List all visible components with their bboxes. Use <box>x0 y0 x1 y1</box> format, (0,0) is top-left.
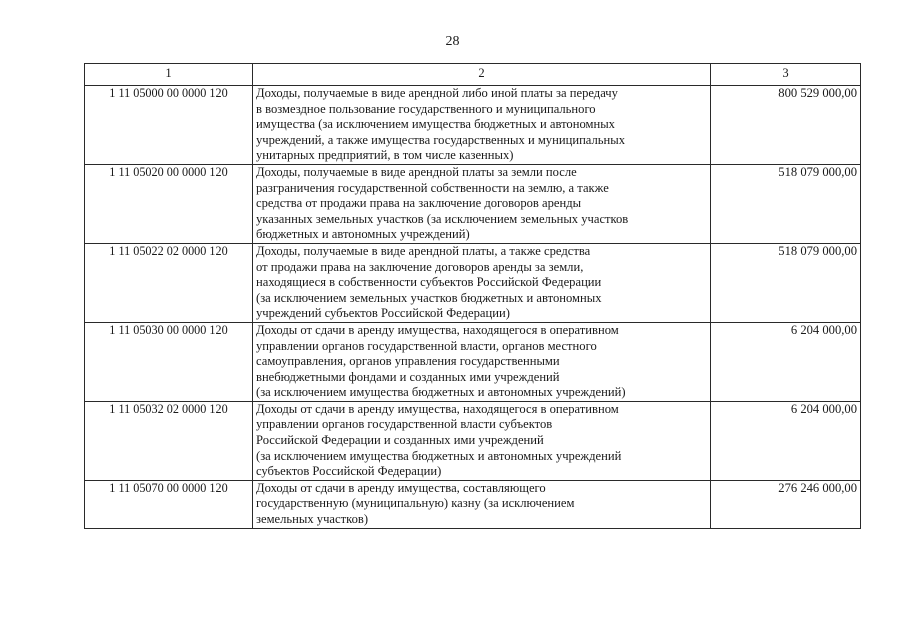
table-row <box>85 164 861 243</box>
table-row <box>85 480 861 528</box>
description-line: самоуправления, органов управления государственными <box>256 354 560 369</box>
description-line: учреждений, а также имущества государственных и муниципальных <box>256 132 626 147</box>
column-header-description: 2 <box>253 64 711 86</box>
description-line: земельных участков) <box>256 512 369 527</box>
description-line: учреждений субъектов Российской Федерации) <box>256 306 510 321</box>
description-line: Доходы от сдачи в аренду имущества, составляющего <box>256 480 546 495</box>
classification-code: 1 11 05022 02 0000 120 <box>85 243 253 322</box>
description-line: в возмездное пользование государственного и муниципального <box>256 101 596 116</box>
description-line: Доходы, получаемые в виде арендной платы за земли после <box>256 164 577 179</box>
description-line: управлении органов государственной власти, органов местного <box>256 338 597 353</box>
description-line: внебюджетными фондами и созданных ими учреждений <box>256 369 560 384</box>
amount-value: 800 529 000,00 <box>711 86 861 165</box>
description-line: Доходы от сдачи в аренду имущества, находящегося в оперативном <box>256 322 619 337</box>
classification-code: 1 11 05032 02 0000 120 <box>85 401 253 480</box>
description-line: имущества (за исключением имущества бюджетных и автономных <box>256 117 615 132</box>
revenue-description <box>253 322 711 401</box>
classification-code: 1 11 05070 00 0000 120 <box>85 480 253 528</box>
amount-value: 6 204 000,00 <box>711 322 861 401</box>
classification-code: 1 11 05000 00 0000 120 <box>85 86 253 165</box>
description-line: Доходы от сдачи в аренду имущества, находящегося в оперативном <box>256 401 619 416</box>
description-line: разграничения государственной собственности на землю, а также <box>256 180 609 195</box>
table-row <box>85 243 861 322</box>
revenue-description <box>253 86 711 165</box>
column-header-code: 1 <box>85 64 253 86</box>
amount-value: 518 079 000,00 <box>711 164 861 243</box>
description-line: находящиеся в собственности субъектов Российской Федерации <box>256 275 602 290</box>
description-line: от продажи права на заключение договоров аренды за земли, <box>256 259 584 274</box>
description-line: (за исключением имущества бюджетных и автономных учреждений) <box>256 385 626 400</box>
table-row <box>85 401 861 480</box>
amount-value: 6 204 000,00 <box>711 401 861 480</box>
table-row <box>85 322 861 401</box>
amount-value: 518 079 000,00 <box>711 243 861 322</box>
revenue-description <box>253 401 711 480</box>
description-line: Доходы, получаемые в виде арендной платы, а также средства <box>256 243 591 258</box>
description-line: (за исключением имущества бюджетных и автономных учреждений <box>256 448 622 463</box>
revenue-description <box>253 243 711 322</box>
description-line: указанных земельных участков (за исключением земельных участков <box>256 211 629 226</box>
description-line: (за исключением земельных участков бюджетных и автономных <box>256 290 602 305</box>
revenue-table <box>84 63 861 529</box>
classification-code: 1 11 05020 00 0000 120 <box>85 164 253 243</box>
amount-value: 276 246 000,00 <box>711 480 861 528</box>
description-line: Российской Федерации и созданных ими учреждений <box>256 433 544 448</box>
description-line: управлении органов государственной власти субъектов <box>256 417 553 432</box>
revenue-description <box>253 164 711 243</box>
table-header-row <box>85 64 861 86</box>
revenue-description <box>253 480 711 528</box>
description-line: бюджетных и автономных учреждений) <box>256 227 470 242</box>
description-line: унитарных предприятий, в том числе казенных) <box>256 148 514 163</box>
description-line: средства от продажи права на заключение договоров аренды <box>256 196 582 211</box>
classification-code: 1 11 05030 00 0000 120 <box>85 322 253 401</box>
table-body <box>85 86 861 529</box>
description-line: Доходы, получаемые в виде арендной либо иной платы за передачу <box>256 86 618 100</box>
description-line: субъектов Российской Федерации) <box>256 464 442 479</box>
page-number: 28 <box>445 34 460 49</box>
table-row <box>85 86 861 165</box>
description-line: государственную (муниципальную) казну (за исключением <box>256 496 575 511</box>
column-header-amount: 3 <box>711 64 861 86</box>
